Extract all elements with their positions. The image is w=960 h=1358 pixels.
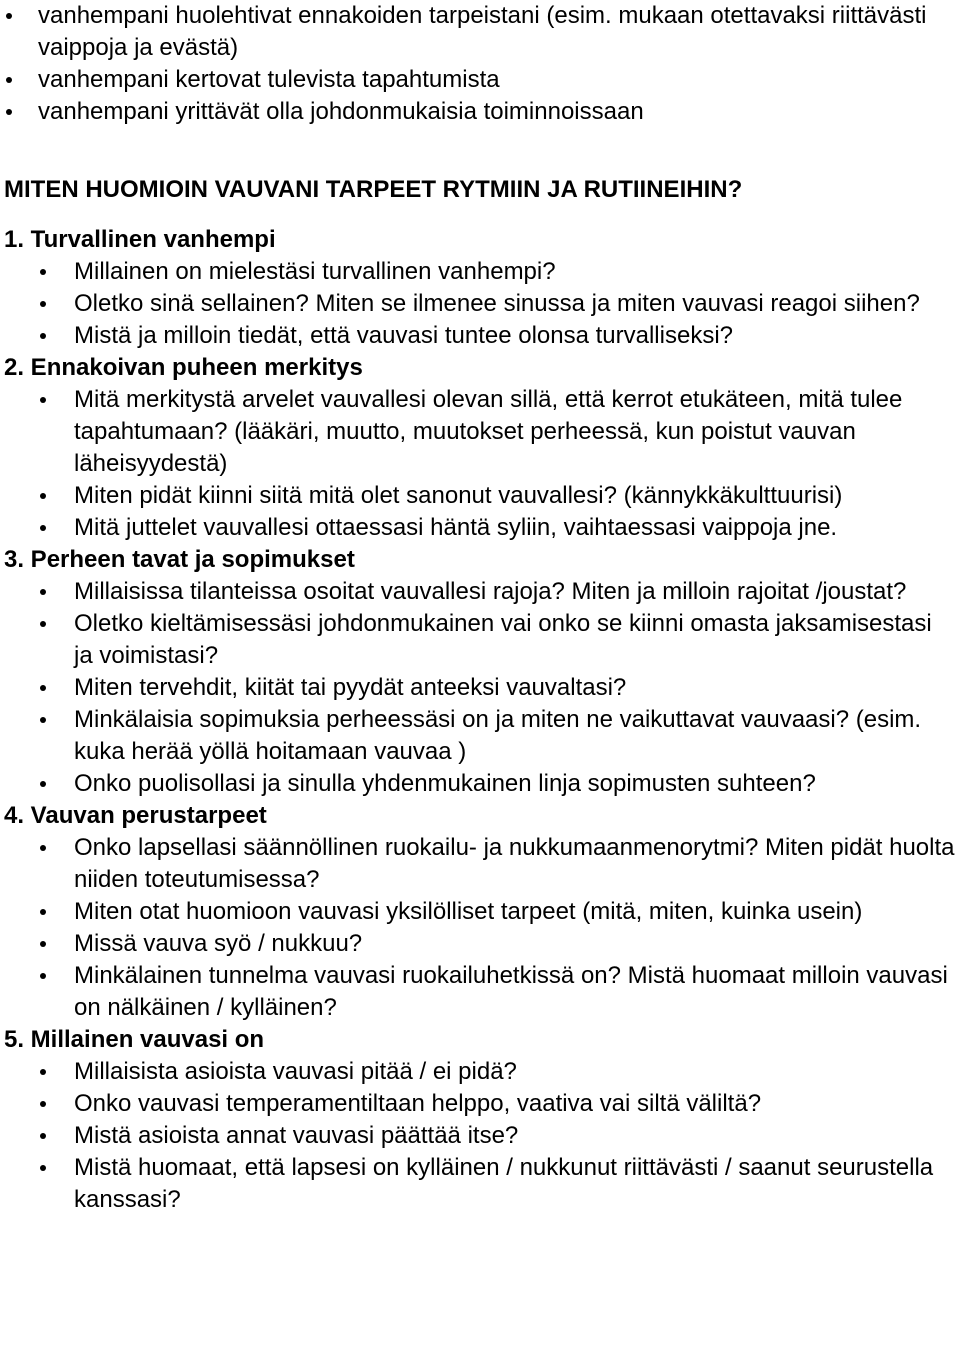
bullet-icon (40, 397, 46, 403)
bullet-icon (40, 717, 46, 723)
bullet-icon (6, 77, 12, 83)
intro-list (0, 0, 960, 128)
list-item-text: vanhempani huolehtivat ennakoiden tarpeistani (esim. mukaan otettavaksi riittävästi vaippoja ja evästä) (38, 2, 927, 61)
list-item-text: Onko vauvasi temperamentiltaan helppo, vaativa vai siltä väliltä? (74, 1090, 762, 1117)
list-item-text: Oletko kieltämisessäsi johdonmukainen vai onko se kiinni omasta jaksamisestasi ja voimistasi? (74, 610, 932, 669)
list-item-text: Onko puolisollasi ja sinulla yhdenmukainen linja sopimusten suhteen? (74, 770, 816, 797)
list-item-text: Mistä asioista annat vauvasi päättää itse? (74, 1122, 519, 1149)
main-heading: MITEN HUOMIOIN VAUVANI TARPEET RYTMIIN JA RUTIINEIHIN? (4, 176, 743, 203)
list-item-text: Miten otat huomioon vauvasi yksilölliset tarpeet (mitä, miten, kuinka usein) (74, 898, 863, 925)
bullet-icon (40, 301, 46, 307)
list-item (0, 704, 960, 768)
list-item (0, 832, 960, 896)
list-item-text: Oletko sinä sellainen? Miten se ilmenee sinussa ja miten vauvasi reagoi siihen? (74, 290, 920, 317)
list-item-text: Millaisissa tilanteissa osoitat vauvallesi rajoja? Miten ja milloin rajoitat /joustat? (74, 578, 907, 605)
list-item (0, 960, 960, 1024)
section-heading-2: 2. Ennakoivan puheen merkitys (4, 354, 363, 381)
list-item (0, 1088, 960, 1120)
list-item (0, 608, 960, 672)
bullet-icon (40, 621, 46, 627)
bullet-icon (6, 109, 12, 115)
list-item-text: Millaisista asioista vauvasi pitää / ei pidä? (74, 1058, 517, 1085)
section-1-list (0, 256, 960, 352)
list-item (0, 480, 960, 512)
list-item (0, 384, 960, 480)
section-heading-4: 4. Vauvan perustarpeet (4, 802, 267, 829)
list-item (0, 288, 960, 320)
bullet-icon (40, 781, 46, 787)
list-item-text: vanhempani yrittävät olla johdonmukaisia toiminnoissaan (38, 98, 644, 125)
section-2-list (0, 384, 960, 544)
bullet-icon (40, 1133, 46, 1139)
list-item-text: vanhempani kertovat tulevista tapahtumista (38, 66, 500, 93)
bullet-icon (40, 973, 46, 979)
bullet-icon (40, 493, 46, 499)
bullet-icon (40, 845, 46, 851)
list-item (0, 1120, 960, 1152)
list-item-text: Minkälainen tunnelma vauvasi ruokailuhetkissä on? Mistä huomaat milloin vauvasi on nälkäinen / kylläinen? (74, 962, 948, 1021)
list-item-text: Mitä merkitystä arvelet vauvallesi olevan sillä, että kerrot etukäteen, mitä tulee tapahtumaan? (lääkäri, muutto, muutokset perheessä, kun poistut vauvan läheisyydestä) (74, 386, 903, 477)
bullet-icon (40, 269, 46, 275)
bullet-icon (40, 1069, 46, 1075)
bullet-icon (40, 1101, 46, 1107)
section-heading-3: 3. Perheen tavat ja sopimukset (4, 546, 355, 573)
list-item (0, 1056, 960, 1088)
list-item (0, 1152, 960, 1216)
list-item (0, 96, 960, 128)
list-item (0, 320, 960, 352)
list-item-text: Minkälaisia sopimuksia perheessäsi on ja miten ne vaikuttavat vauvaasi? (esim. kuka herää yöllä hoitamaan vauvaa ) (74, 706, 922, 765)
section-4-list (0, 832, 960, 1024)
bullet-icon (6, 13, 12, 19)
section-heading-1: 1. Turvallinen vanhempi (4, 226, 276, 253)
list-item (0, 896, 960, 928)
section-5-list (0, 1056, 960, 1216)
bullet-icon (40, 909, 46, 915)
list-item-text: Miten pidät kiinni siitä mitä olet sanonut vauvallesi? (kännykkäkulttuurisi) (74, 482, 843, 509)
list-item-text: Missä vauva syö / nukkuu? (74, 930, 363, 957)
list-item (0, 768, 960, 800)
list-item (0, 672, 960, 704)
list-item (0, 928, 960, 960)
list-item-text: Mistä huomaat, että lapsesi on kylläinen / nukkunut riittävästi / saanut seurustella kanssasi? (74, 1154, 934, 1213)
list-item (0, 256, 960, 288)
bullet-icon (40, 525, 46, 531)
bullet-icon (40, 333, 46, 339)
list-item-text: Mitä juttelet vauvallesi ottaessasi häntä syliin, vaihtaessasi vaippoja jne. (74, 514, 838, 541)
bullet-icon (40, 941, 46, 947)
bullet-icon (40, 1165, 46, 1171)
list-item (0, 0, 960, 64)
bullet-icon (40, 589, 46, 595)
bullet-icon (40, 685, 46, 691)
list-item (0, 512, 960, 544)
list-item-text: Miten tervehdit, kiität tai pyydät anteeksi vauvaltasi? (74, 674, 627, 701)
section-3-list (0, 576, 960, 800)
list-item-text: Millainen on mielestäsi turvallinen vanhempi? (74, 258, 556, 285)
list-item-text: Onko lapsellasi säännöllinen ruokailu- ja nukkumaanmenorytmi? Miten pidät huolta niiden toteutumisessa? (74, 834, 955, 893)
list-item (0, 576, 960, 608)
section-heading-5: 5. Millainen vauvasi on (4, 1026, 265, 1053)
list-item-text: Mistä ja milloin tiedät, että vauvasi tuntee olonsa turvalliseksi? (74, 322, 733, 349)
list-item (0, 64, 960, 96)
